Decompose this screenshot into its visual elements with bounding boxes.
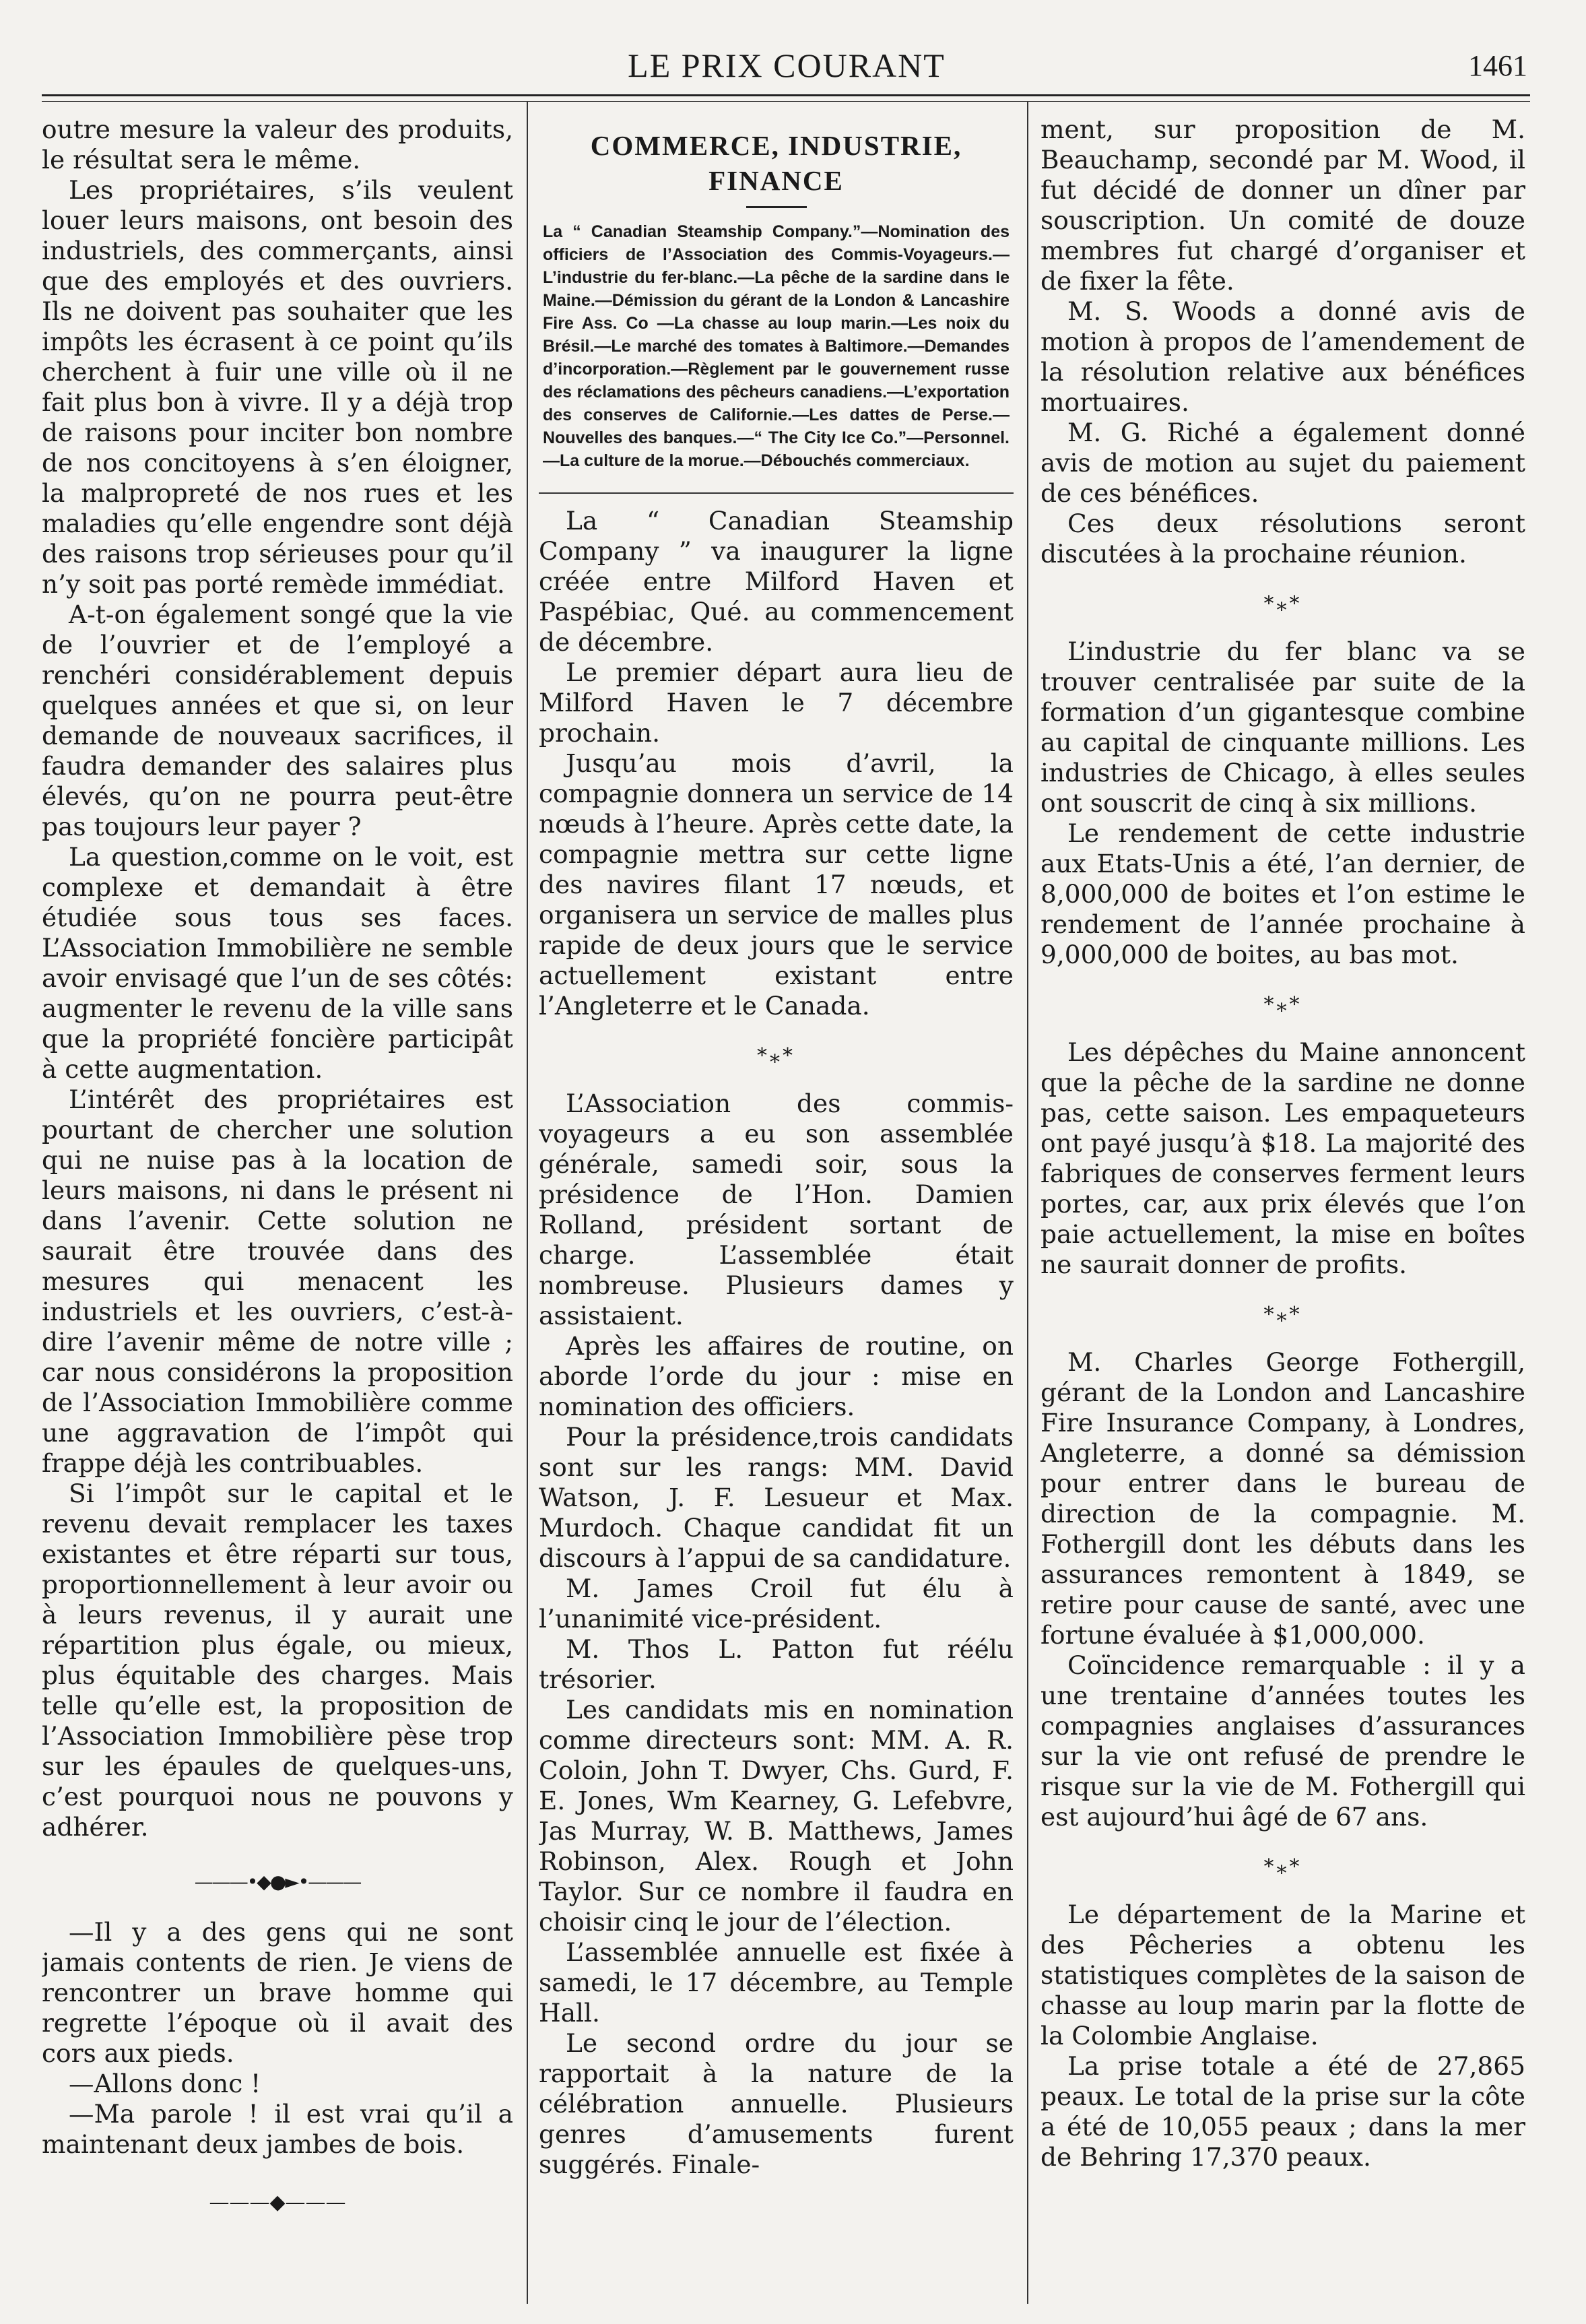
paragraph: La “ Canadian Steamship Company ” va inaugurer la ligne créée entre Milford Haven et Paspébiac, Qué. au commencement de décembre.: [539, 506, 1014, 657]
heading-line: COMMERCE, INDUSTRIE,: [590, 130, 962, 161]
paragraph: L’Association des commis-voyageurs a eu son assemblée générale, samedi soir, sous la présidence de l’Hon. Damien Rolland, président sortant de charge. L’assemblée était nombreuse. Plusieurs dames y assistaient.: [539, 1089, 1014, 1330]
column-divider: [1027, 101, 1028, 2304]
paragraph: M. G. Riché a également donné avis de motion au sujet du paiement de ces bénéfices.: [1040, 418, 1525, 508]
paragraph: Après les affaires de routine, on aborde l’orde du jour : mise en nomination des officiers.: [539, 1331, 1014, 1421]
paragraph: M. S. Woods a donné avis de motion à propos de l’amendement de la résolution relative aux bénéfices mortuaires.: [1040, 296, 1525, 417]
paragraph: La prise totale a été de 27,865 peaux. Le total de la prise sur la côte a été de 10,055 peaux ; dans la mer de Behring 17,370 peaux.: [1040, 2051, 1525, 2172]
paragraph: Le département de la Marine et des Pêcheries a obtenu les statistiques complètes de la saison de chasse au loup marin par la flotte de la Colombie Anglaise.: [1040, 1900, 1525, 2051]
paragraph: Coïncidence remarquable : il y a une trentaine d’années toutes les compagnies anglaises d’assurances sur la vie ont refusé de prendre le risque sur la vie de M. Fothergill qui est aujourd’hui âgé de 67 ans.: [1040, 1650, 1525, 1832]
end-ornament: ———◆———: [209, 2191, 346, 2214]
asterism-divider: *⁎*: [1263, 592, 1302, 616]
paragraph: Pour la présidence,trois candidats sont sur les rangs: MM. David Watson, J. F. Lesueur et Max. Murdoch. Chaque candidat fit un discours à l’appui de sa candidature.: [539, 1422, 1014, 1573]
paragraph: M. Charles George Fothergill, gérant de la London and Lancashire Fire Insurance Company, à Londres, Angleterre, a donné sa démission pour entrer dans le bureau de direction de la compagnie. M. Fothergill dont les débuts dans les assurances remontent à 1849, se retire pour cause de santé, avec une fortune évaluée à $1,000,000.: [1040, 1347, 1525, 1650]
ornament-divider: ———•◆●►•———: [194, 1871, 361, 1893]
paragraph: ment, sur proposition de M. Beauchamp, secondé par M. Wood, il fut décidé de donner un dîner par souscription. Un comité de douze membres fut chargé d’organiser et de fixer la fête.: [1040, 115, 1525, 296]
paragraph: L’industrie du fer blanc va se trouver centralisée par suite de la formation d’un gigantesque combine au capital de cinquante millions. Les industries de Chicago, à elles seules ont souscrit de cinq à six millions.: [1040, 637, 1525, 818]
header-rule-thin: [42, 101, 1530, 102]
paragraph: Ces deux résolutions seront discutées à la prochaine réunion.: [1040, 509, 1525, 569]
section-heading: [539, 128, 1014, 198]
masthead: [46, 42, 1527, 89]
paragraph: —Ma parole ! il est vrai qu’il a maintenant deux jambes de bois.: [42, 2099, 513, 2159]
page-number: 1461: [1468, 49, 1527, 82]
asterism-divider: *⁎*: [1263, 1303, 1302, 1326]
newspaper-title: LE PRIX COURANT: [628, 46, 946, 84]
heading-rule: [746, 206, 807, 208]
paragraph: M. Thos L. Patton fut réélu trésorier.: [539, 1634, 1014, 1694]
paragraph: Le rendement de cette industrie aux Etats-Unis a été, l’an dernier, de 8,000,000 de boites et l’on estime le rendement de l’année prochaine à 9,000,000 de boites, au bas mot.: [1040, 818, 1525, 969]
column-divider: [527, 101, 528, 2304]
heading-line: FINANCE: [708, 165, 844, 196]
section-summary: La “ Canadian Steamship Company.”—Nomination des officiers de l’Association des Commis-Voyageurs.—L’industrie du fer-blanc.—La pêche de la sardine dans le Maine.—Démission du gérant de la London & Lancashire Fire Ass. Co —La chasse au loup marin.—Les noix du Brésil.—Le marché des tomates à Baltimore.—Demandes d’incorporation.—Règlement par le gouvernement russe des réclamations des pêcheurs canadiens.—L’exportation des conserves de Californie.—Les dattes de Perse.—Nouvelles des banques.—“ The City Ice Co.”—Personnel.—La culture de la morue.—Débouchés commerciaux.: [543, 222, 1010, 470]
column-2: [539, 115, 1014, 2297]
paragraph: —Il y a des gens qui ne sont jamais contents de rien. Je viens de rencontrer un brave homme qui regrette l’époque où il avait des cors aux pieds.: [42, 1917, 513, 2068]
paragraph: Si l’impôt sur le capital et le revenu devait remplacer les taxes existantes et être réparti sur tous, proportionnellement à leur avoir ou à leurs revenus, il y aurait une répartition plus égale, ou mieux, plus équitable des charges. Mais telle qu’elle est, la proposition de l’Association Immobilière pèse trop sur les épaules de quelques-uns, c’est pourquoi nous ne pouvons y adhérer.: [42, 1479, 513, 1842]
asterism-divider: *⁎*: [1263, 993, 1302, 1016]
paragraph: Jusqu’au mois d’avril, la compagnie donnera un service de 14 nœuds à l’heure. Après cette date, la compagnie mettra sur cette ligne des navires filant 17 nœuds, et organisera un service de malles plus rapide de deux jours que le service actuellement existant entre l’Angleterre et le Canada.: [539, 748, 1014, 1021]
paragraph: Les candidats mis en nomination comme directeurs sont: MM. A. R. Coloin, John T. Dwyer, Chs. Gurd, F. E. Jones, Wm Kearney, G. Lefebvre, Jas Murray, W. B. Matthews, James Robinson, Alex. Rough et John Taylor. Sur ce nombre il faudra en choisir cinq le jour de l’élection.: [539, 1695, 1014, 1937]
paragraph: M. James Croil fut élu à l’unanimité vice-président.: [539, 1574, 1014, 1634]
column-1: [42, 115, 513, 2297]
asterism-divider: *⁎*: [1263, 1855, 1302, 1879]
paragraph: La question,comme on le voit, est complexe et demandait à être étudiée sous tous ses faces. L’Association Immobilière ne semble avoir envisagé que l’un de ses côtés: augmenter le revenu de la ville sans que la propriété foncière participât à cette augmentation.: [42, 842, 513, 1084]
paragraph: Les dépêches du Maine annoncent que la pêche de la sardine ne donne pas, cette saison. Les empaqueteurs ont payé jusqu’à $18. La majorité des fabriques de conserves ferment leurs portes, car, aux prix élevés que l’on paie actuellement, la mise en boîtes ne saurait donner de profits.: [1040, 1037, 1525, 1279]
paragraph: A-t-on également songé que la vie de l’ouvrier et de l’employé a renchéri considérablement depuis quelques années et que si, on leur demande de nouveaux sacrifices, il faudra demander des salaires plus élevés, qu’on ne pourra peut-être pas toujours leur payer ?: [42, 600, 513, 841]
paragraph: Le second ordre du jour se rapportait à la nature de la célébration annuelle. Plusieurs genres d’amusements furent suggérés. Finale-: [539, 2028, 1014, 2179]
paragraph: Les propriétaires, s’ils veulent louer leurs maisons, ont besoin des industriels, des commerçants, ainsi que des employés et des ouvriers. Ils ne doivent pas souhaiter que les impôts les écrasent à ce point qu’ils cherchent à fuir une ville où il ne fait plus bon à vivre. Il y a déjà trop de raisons pour inciter bon nombre de nos concitoyens à s’en éloigner, la malpropreté de nos rues et les maladies qu’elle engendre sont déjà des raisons trop sérieuses pour qu’il n’y soit pas porté remède immédiat.: [42, 175, 513, 599]
paragraph: L’assemblée annuelle est fixée à samedi, le 17 décembre, au Temple Hall.: [539, 1937, 1014, 2028]
header-rule: [42, 94, 1530, 96]
summary-rule: [539, 492, 1014, 494]
paragraph: outre mesure la valeur des produits, le résultat sera le même.: [42, 115, 513, 174]
paragraph: Le premier départ aura lieu de Milford Haven le 7 décembre prochain.: [539, 657, 1014, 748]
column-3: [1040, 115, 1525, 2297]
paragraph: L’intérêt des propriétaires est pourtant de chercher une solution qui ne nuise pas à la location de leurs maisons, ni dans le présent ni dans l’avenir. Cette solution ne saurait être trouvée dans des mesures qui menacent les industriels et les ouvriers, c’est-à-dire l’avenir même de notre ville ; car nous considérons la proposition de l’Association Immobilière comme une aggravation de l’impôt qui frappe déjà les contribuables.: [42, 1085, 513, 1478]
asterism-divider: *⁎*: [757, 1044, 795, 1068]
paragraph: —Allons donc !: [69, 2069, 261, 2098]
